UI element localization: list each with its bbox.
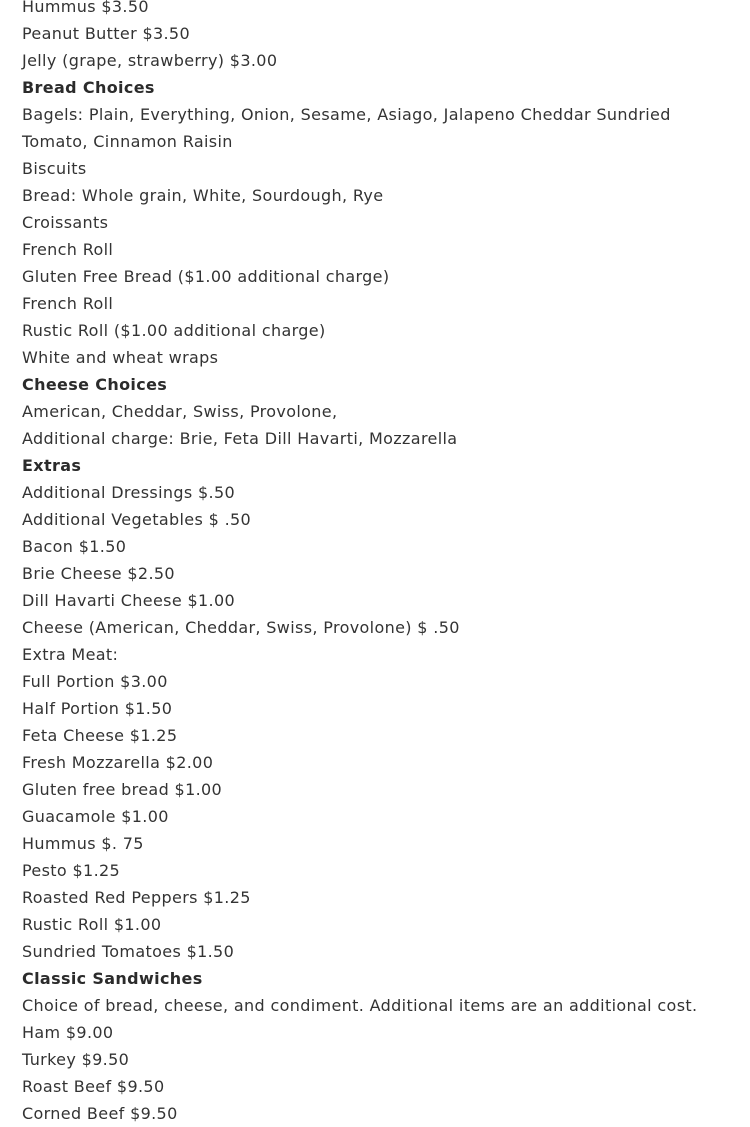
menu-line: French Roll — [22, 294, 114, 313]
menu-line: Fresh Mozzarella $2.00 — [22, 753, 214, 772]
menu-line: Sundried Tomatoes $1.50 — [22, 942, 235, 961]
menu-line: Additional Dressings $.50 — [22, 483, 236, 502]
menu-line: Bread: Whole grain, White, Sourdough, Rye — [22, 186, 384, 205]
menu-line: Bacon $1.50 — [22, 537, 127, 556]
menu-line: Pesto $1.25 — [22, 861, 121, 880]
menu-line: Biscuits — [22, 159, 87, 178]
menu-line: Guacamole $1.00 — [22, 807, 169, 826]
menu-line: Hummus $3.50 — [22, 0, 149, 16]
menu-line: Jelly (grape, strawberry) $3.00 — [22, 51, 278, 70]
menu-line: American, Cheddar, Swiss, Provolone, — [22, 402, 338, 421]
menu-line: Turkey $9.50 — [22, 1050, 130, 1069]
menu-line: Dill Havarti Cheese $1.00 — [22, 591, 236, 610]
menu-line: Additional charge: Brie, Feta Dill Havarti, Mozzarella — [22, 429, 458, 448]
menu-line: Roasted Red Peppers $1.25 — [22, 888, 251, 907]
menu-line: Bagels: Plain, Everything, Onion, Sesame, Asiago, Jalapeno Cheddar Sundried Tomato, Cinnamon Raisin — [22, 105, 671, 151]
menu-line: Half Portion $1.50 — [22, 699, 173, 718]
menu-line: Choice of bread, cheese, and condiment. Additional items are an additional cost. — [22, 996, 698, 1015]
menu-line: Peanut Butter $3.50 — [22, 24, 190, 43]
menu-line: Cheese (American, Cheddar, Swiss, Provolone) $ .50 — [22, 618, 460, 637]
section-heading: Extras — [22, 456, 82, 475]
menu-line: White and wheat wraps — [22, 348, 219, 367]
menu-line: Hummus $. 75 — [22, 834, 144, 853]
section-heading: Classic Sandwiches — [22, 969, 203, 988]
menu-line: Extra Meat: — [22, 645, 119, 664]
section-heading: Cheese Choices — [22, 375, 168, 394]
menu-line: Ham $9.00 — [22, 1023, 114, 1042]
menu-line: Rustic Roll ($1.00 additional charge) — [22, 321, 326, 340]
menu-content — [22, 0, 737, 1127]
menu-line: Rustic Roll $1.00 — [22, 915, 162, 934]
menu-line: Croissants — [22, 213, 109, 232]
menu-line: French Roll — [22, 240, 114, 259]
menu-line: Feta Cheese $1.25 — [22, 726, 178, 745]
menu-line: Brie Cheese $2.50 — [22, 564, 175, 583]
menu-line: Gluten Free Bread ($1.00 additional charge) — [22, 267, 390, 286]
menu-line: Roast Beef $9.50 — [22, 1077, 165, 1096]
menu-line: Gluten free bread $1.00 — [22, 780, 223, 799]
menu-line: Additional Vegetables $ .50 — [22, 510, 252, 529]
section-heading: Bread Choices — [22, 78, 155, 97]
menu-line: Full Portion $3.00 — [22, 672, 168, 691]
menu-line: Corned Beef $9.50 — [22, 1104, 178, 1123]
